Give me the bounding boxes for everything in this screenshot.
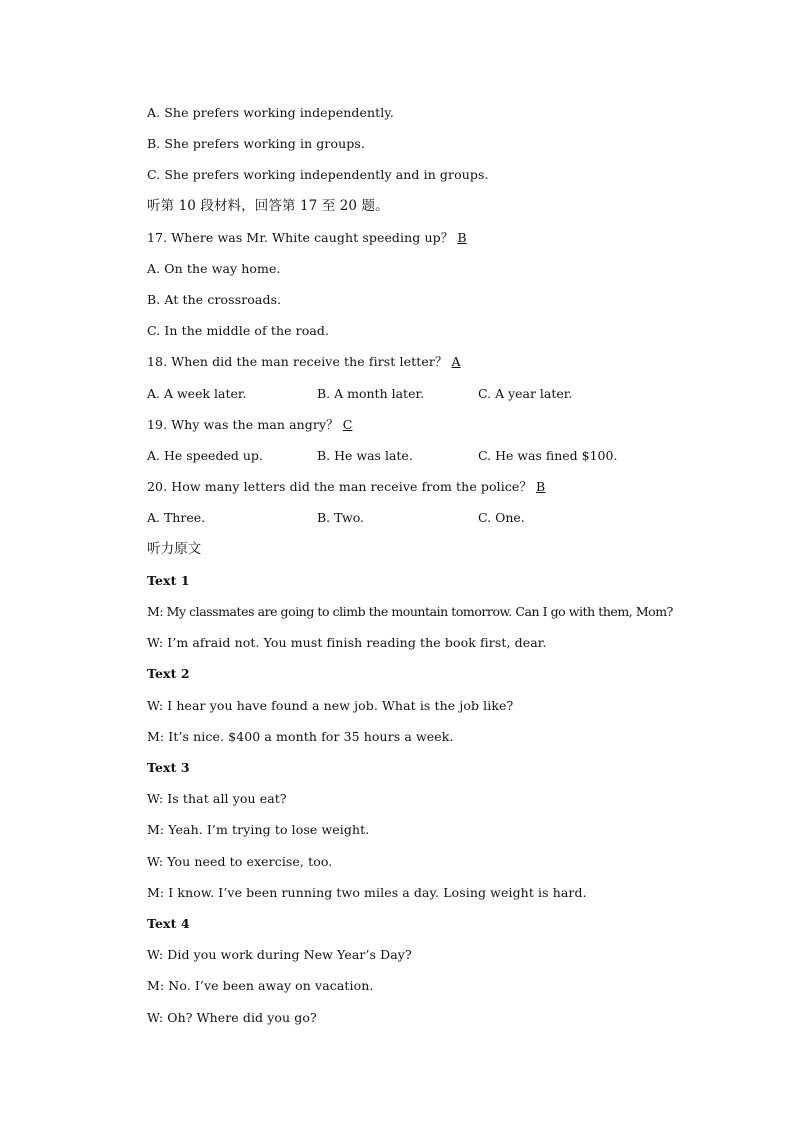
section-heading: 听第 10 段材料，回答第 17 至 20 题。: [147, 198, 389, 214]
q18-option-b: B. A month later.: [317, 386, 425, 401]
answer-blank-19: C: [342, 417, 353, 432]
answer-blank-18: A: [451, 354, 461, 369]
question-19: [147, 417, 356, 433]
text-3-title: Text 3: [147, 760, 190, 775]
text-1-title: Text 1: [147, 573, 190, 588]
text-2-line-1: W: I hear you have found a new job. What is the job like?: [147, 698, 514, 713]
question-17: [147, 230, 471, 246]
text-3-line-4: M: I know. I’ve been running two miles a day. Losing weight is hard.: [147, 885, 587, 900]
text-2-title: Text 2: [147, 666, 190, 681]
question-17-text: 17. Where was Mr. White caught speeding up？: [147, 230, 454, 245]
q19-option-a: A. He speeded up.: [147, 448, 263, 463]
q20-option-b: B. Two.: [317, 510, 365, 525]
question-18-text: 18. When did the man receive the first letter？: [147, 354, 448, 369]
q17-option-c: C. In the middle of the road.: [147, 323, 330, 338]
q19-option-c: C. He was fined $100.: [478, 448, 618, 463]
q16-option-b: B. She prefers working in groups.: [147, 136, 365, 151]
q18-option-c: C. A year later.: [478, 386, 573, 401]
text-4-line-3: W: Oh? Where did you go?: [147, 1010, 317, 1025]
text-3-line-2: M: Yeah. I’m trying to lose weight.: [147, 822, 370, 837]
transcript-heading: 听力原文: [147, 541, 202, 557]
text-3-line-1: W: Is that all you eat?: [147, 791, 287, 806]
question-18: [147, 354, 465, 370]
question-20: [147, 479, 549, 495]
text-4-line-1: W: Did you work during New Year’s Day?: [147, 947, 412, 962]
text-2-line-2: M: It’s nice. $400 a month for 35 hours a week.: [147, 729, 454, 744]
q18-option-a: A. A week later.: [147, 386, 247, 401]
q19-option-b: B. He was late.: [317, 448, 413, 463]
text-4-line-2: M: No. I’ve been away on vacation.: [147, 978, 374, 993]
q17-option-a: A. On the way home.: [147, 261, 281, 276]
q16-option-c: C. She prefers working independently and in groups.: [147, 167, 489, 182]
text-3-line-3: W: You need to exercise, too.: [147, 854, 333, 869]
answer-blank-20: B: [536, 479, 546, 494]
text-4-title: Text 4: [147, 916, 190, 931]
text-1-line-1: M: My classmates are going to climb the mountain tomorrow. Can I go with them, Mom?: [147, 604, 673, 619]
answer-blank-17: B: [457, 230, 467, 245]
question-19-text: 19. Why was the man angry？: [147, 417, 339, 432]
q17-option-b: B. At the crossroads.: [147, 292, 282, 307]
q20-option-c: C. One.: [478, 510, 525, 525]
q20-option-a: A. Three.: [147, 510, 206, 525]
text-1-line-2: W: I’m afraid not. You must finish reading the book first, dear.: [147, 635, 547, 650]
question-20-text: 20. How many letters did the man receive from the police？: [147, 479, 533, 494]
q16-option-a: A. She prefers working independently.: [147, 105, 394, 120]
